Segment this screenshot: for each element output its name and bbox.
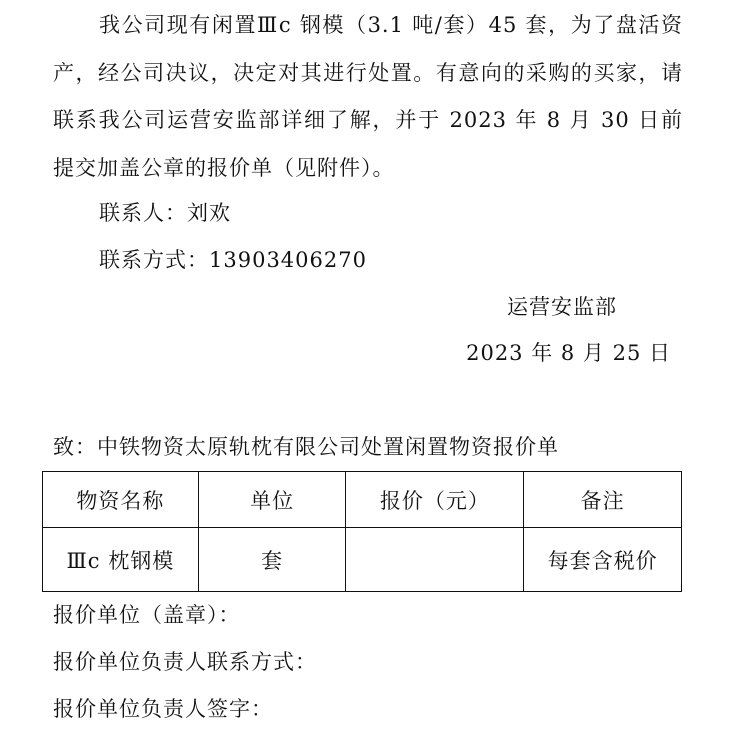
quote-table	[42, 471, 682, 592]
contact-method: 联系方式：13903406270	[99, 248, 367, 272]
responsible-contact-label: 报价单位负责人联系方式：	[53, 650, 317, 674]
responsible-signature-label: 报价单位负责人签字：	[53, 697, 273, 721]
signature-department: 运营安监部	[507, 295, 617, 319]
signature-date: 2023 年 8 月 25 日	[466, 341, 671, 365]
header-price: 报价（元）	[346, 472, 524, 528]
notice-body: 我公司现有闲置Ⅲc 钢模（3.1 吨/套）45 套，为了盘活资产，经公司决议，决定对其进行处置。有意向的采购的买家，请联系我公司运营安监部详细了解，并于 2023 年 8 月 30 日前提交加盖公章的报价单（见附件）。	[53, 13, 683, 180]
table-row	[43, 528, 682, 592]
contact-person: 联系人：刘欢	[99, 201, 231, 225]
cell-item-name: Ⅲc 枕钢模	[43, 528, 199, 592]
table-header-row	[43, 472, 682, 528]
cell-unit: 套	[198, 528, 346, 592]
header-note: 备注	[524, 472, 682, 528]
quote-unit-label: 报价单位（盖章）：	[53, 603, 241, 627]
cell-price[interactable]	[346, 528, 524, 592]
header-item-name: 物资名称	[43, 472, 199, 528]
header-unit: 单位	[198, 472, 346, 528]
form-title: 致：中铁物资太原轨枕有限公司处置闲置物资报价单	[53, 435, 559, 459]
cell-note: 每套含税价	[524, 528, 682, 592]
